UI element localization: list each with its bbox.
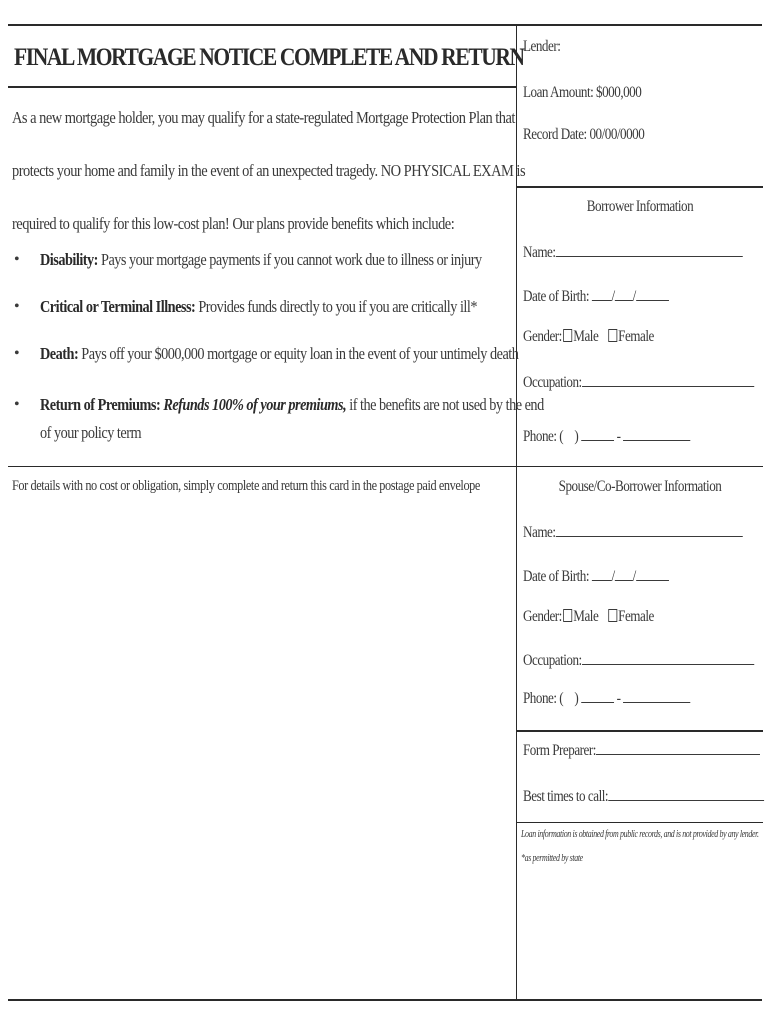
lender-divider	[517, 186, 763, 188]
name-label: Name:	[523, 244, 556, 261]
borrower-phone-prefix-field[interactable]	[581, 426, 614, 441]
occupation-label: Occupation:	[523, 652, 582, 669]
female-label: Female	[618, 328, 654, 345]
male-checkbox[interactable]	[563, 329, 572, 342]
spouse-name-row	[523, 522, 742, 542]
borrower-occupation-row	[523, 372, 754, 392]
phone-paren: )	[574, 428, 579, 445]
intro-line: protects your home and family in the event of an unexpected tragedy. NO PHYSICAL EXAM is	[12, 161, 526, 180]
bullet-icon: •	[14, 298, 20, 315]
male-checkbox[interactable]	[563, 609, 572, 622]
spouse-heading: Spouse/Co-Borrower Information	[558, 478, 722, 495]
borrower-dob-row	[523, 286, 669, 306]
spouse-dob-day-field[interactable]	[615, 566, 633, 581]
loan-amount: Loan Amount: $000,000	[523, 84, 642, 101]
record-date: Record Date: 00/00/0000	[523, 126, 645, 143]
footnote-source: Loan information is obtained from public records, and is not provided by any lender.	[521, 828, 759, 840]
gender-label: Gender:	[523, 608, 562, 625]
borrower-name-field[interactable]	[556, 242, 743, 257]
footnote-state: *as permitted by state	[521, 852, 583, 864]
benefit-continuation: of your policy term	[40, 423, 142, 442]
benefit-death	[12, 340, 519, 387]
borrower-phone-line-field[interactable]	[623, 426, 690, 441]
phone-label: Phone: (	[523, 690, 564, 707]
spouse-divider	[517, 730, 763, 732]
spouse-phone-row	[523, 688, 691, 708]
borrower-dob-month-field[interactable]	[592, 286, 612, 301]
benefit-text: Pays off your $000,000 mortgage or equity loan in the event of your untimely death	[78, 344, 519, 363]
spouse-occupation-row	[523, 650, 754, 670]
spouse-phone-prefix-field[interactable]	[581, 688, 614, 703]
male-label: Male	[573, 328, 599, 345]
female-checkbox[interactable]	[608, 609, 617, 622]
spouse-dob-month-field[interactable]	[592, 566, 612, 581]
borrower-gender-row	[523, 328, 654, 346]
name-label: Name:	[523, 524, 556, 541]
phone-paren: )	[574, 690, 579, 707]
best-times-label: Best times to call:	[523, 788, 609, 805]
benefit-critical-illness	[12, 293, 512, 340]
benefit-term: Disability:	[40, 250, 98, 269]
preparer-field[interactable]	[596, 740, 760, 755]
spouse-occupation-field[interactable]	[582, 650, 754, 665]
benefit-term: Death:	[40, 344, 79, 363]
female-label: Female	[618, 608, 654, 625]
date-separator: /	[632, 568, 636, 585]
preparer-row	[523, 740, 760, 760]
spouse-dob-row	[523, 566, 669, 586]
gender-label: Gender:	[523, 328, 562, 345]
benefit-text: Provides funds directly to you if you are critically ill*	[195, 297, 477, 316]
dob-label: Date of Birth:	[523, 568, 589, 585]
borrower-divider	[517, 466, 763, 467]
benefit-text: Pays your mortgage payments if you cannot work due to illness or injury	[97, 250, 482, 269]
phone-dash: -	[616, 428, 621, 445]
spouse-dob-year-field[interactable]	[636, 566, 669, 581]
spouse-name-field[interactable]	[556, 522, 743, 537]
borrower-name-row	[523, 242, 742, 262]
bullet-icon: •	[14, 251, 20, 268]
bullet-icon: •	[14, 396, 20, 413]
notice-title: FINAL MORTGAGE NOTICE COMPLETE AND RETURN	[14, 44, 524, 71]
preparer-label: Form Preparer:	[523, 742, 596, 759]
date-separator: /	[611, 288, 615, 305]
borrower-dob-year-field[interactable]	[636, 286, 669, 301]
phone-dash: -	[616, 690, 621, 707]
benefit-term: Critical or Terminal Illness:	[40, 297, 196, 316]
phone-label: Phone: (	[523, 428, 564, 445]
benefit-disability	[12, 246, 512, 293]
borrower-dob-day-field[interactable]	[615, 286, 633, 301]
preparer-divider	[517, 822, 763, 823]
right-panel	[516, 26, 763, 999]
intro-paragraph	[12, 96, 526, 237]
dob-label: Date of Birth:	[523, 288, 589, 305]
spouse-phone-line-field[interactable]	[623, 688, 690, 703]
lender-label: Lender:	[523, 38, 561, 55]
title-divider	[8, 86, 516, 88]
date-separator: /	[632, 288, 636, 305]
borrower-heading: Borrower Information	[586, 198, 694, 215]
mortgage-notice-card	[8, 24, 762, 1001]
female-checkbox[interactable]	[608, 329, 617, 342]
male-label: Male	[573, 608, 599, 625]
intro-line: As a new mortgage holder, you may qualify for a state-regulated Mortgage Protection Plan that	[12, 108, 515, 127]
best-times-field[interactable]	[608, 786, 764, 801]
details-text: For details with no cost or obligation, simply complete and return this card in the postage paid envelope	[12, 478, 480, 494]
borrower-occupation-field[interactable]	[582, 372, 754, 387]
occupation-label: Occupation:	[523, 374, 582, 391]
borrower-phone-row	[523, 426, 691, 446]
section-divider	[8, 466, 516, 467]
benefit-term: Return of Premiums:	[40, 395, 161, 414]
benefit-text: if the benefits are not used by the end	[346, 395, 544, 414]
date-separator: /	[611, 568, 615, 585]
bullet-icon: •	[14, 345, 20, 362]
intro-line: required to qualify for this low-cost plan! Our plans provide benefits which include:	[12, 214, 455, 233]
best-times-row	[523, 786, 764, 806]
spouse-gender-row	[523, 608, 654, 626]
benefit-emphasis: Refunds 100% of your premiums,	[163, 395, 347, 414]
